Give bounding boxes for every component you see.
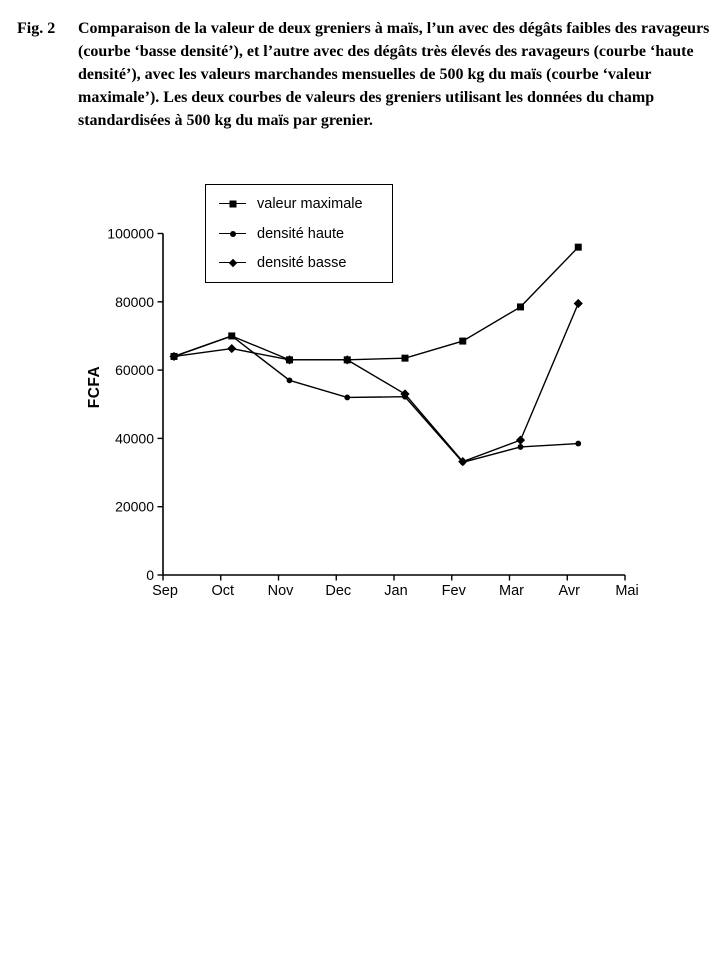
x-tick-label: Sep	[152, 583, 178, 599]
legend-item	[219, 194, 392, 214]
y-tick-label: 0	[146, 567, 154, 583]
legend-marker-circle-icon	[219, 228, 246, 239]
data-point-square	[517, 303, 524, 310]
y-axis-title: FCFA	[86, 365, 103, 409]
data-point-circle	[344, 395, 350, 401]
data-point-circle	[460, 459, 466, 465]
figure-caption-text: Comparaison de la valeur de deux greniers à maïs, l’un avec des dégâts faibles des ravageurs (courbe ‘basse densité’), et l’autre avec des dégâts très élevés des ravageurs (courbe ‘haute densité’), avec les valeurs marchandes mensuelles de 500 kg du maïs (courbe ‘valeur maximale’). Les deux courbes de valeurs des greniers utilisant les données du champ standardisées à 500 kg du maïs par grenier.	[78, 20, 710, 129]
x-tick-label: Oct	[211, 583, 235, 599]
data-point-diamond	[227, 344, 236, 353]
data-point-square	[286, 356, 293, 363]
x-tick-label: Avr	[558, 583, 580, 599]
y-tick-label: 100000	[107, 225, 154, 242]
data-point-square	[459, 338, 466, 345]
legend-label: densité haute	[257, 225, 345, 242]
series-line-circle	[174, 336, 578, 462]
x-tick-label: Mai	[615, 583, 639, 599]
data-point-square	[171, 353, 178, 360]
figure-label: Fig. 2	[17, 20, 56, 37]
data-point-square	[402, 355, 409, 362]
series-line-diamond	[174, 304, 578, 462]
legend-label: densité basse	[257, 254, 347, 271]
x-tick-label: Mar	[499, 583, 524, 599]
data-point-diamond	[574, 299, 583, 308]
x-tick-label: Nov	[267, 583, 294, 599]
y-tick-label: 60000	[115, 362, 154, 379]
x-tick-label: Dec	[325, 583, 352, 599]
x-tick-label: Jan	[384, 583, 408, 599]
y-tick-label: 80000	[115, 293, 154, 310]
chart-legend	[205, 184, 393, 283]
data-point-circle	[575, 441, 581, 447]
data-point-circle	[518, 444, 524, 450]
data-point-square	[228, 332, 235, 339]
legend-label: valeur maximale	[257, 196, 363, 213]
y-tick-label: 20000	[115, 498, 154, 515]
legend-marker-diamond-icon	[219, 257, 246, 268]
y-tick-label: 40000	[115, 430, 154, 447]
data-point-circle	[402, 394, 408, 400]
legend-item	[219, 224, 392, 244]
data-point-diamond	[516, 436, 525, 445]
data-point-square	[344, 356, 351, 363]
data-point-square	[575, 244, 582, 251]
legend-item	[219, 253, 392, 273]
data-point-circle	[287, 377, 293, 383]
legend-marker-square-icon	[219, 199, 246, 210]
x-tick-label: Fev	[441, 583, 466, 599]
